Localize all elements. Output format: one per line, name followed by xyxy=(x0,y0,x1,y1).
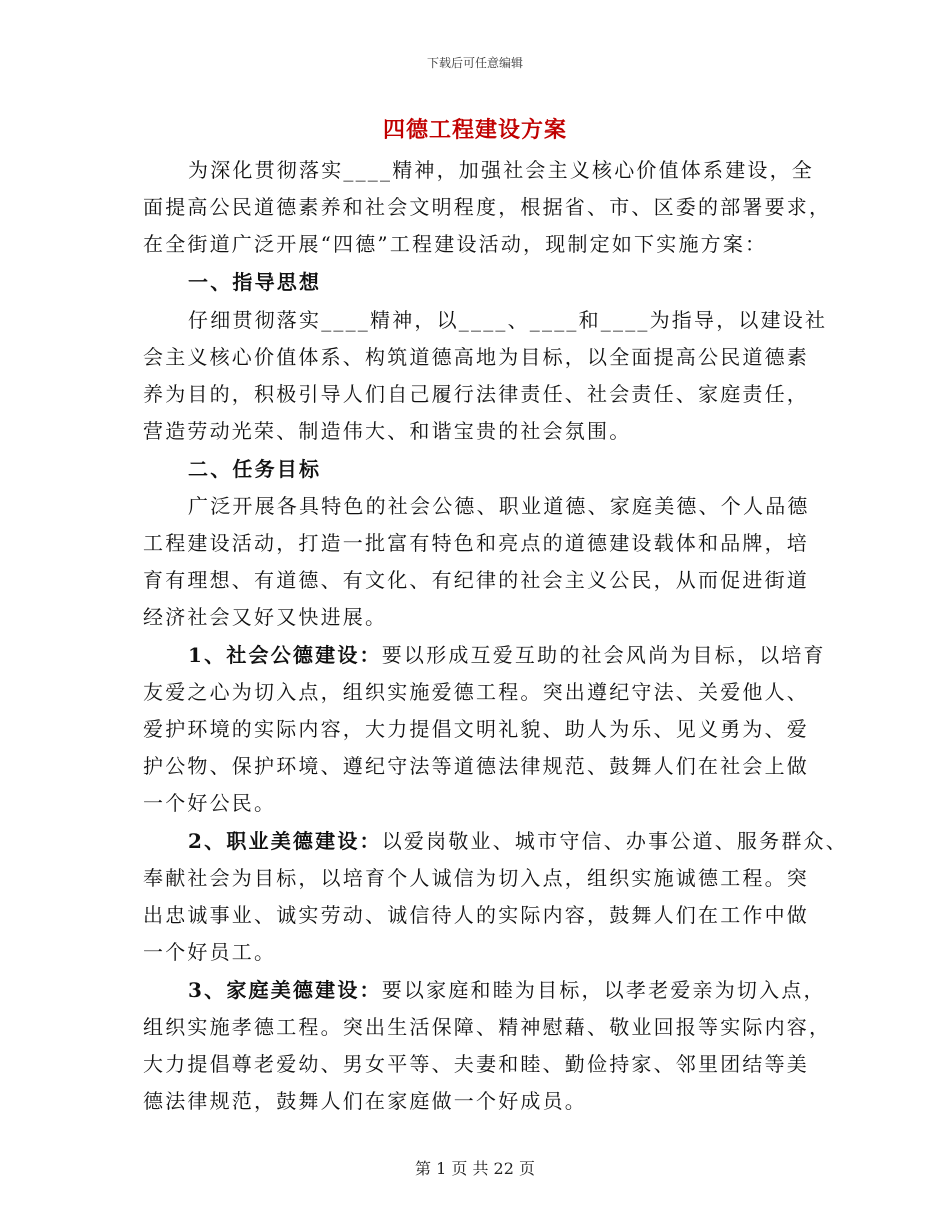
paragraph-line: 营造劳动光荣、制造伟大、和谐宝贵的社会氛围。 xyxy=(143,419,632,443)
paragraph-line: 会主义核心价值体系、构筑道德高地为目标，以全面提高公民道德素 xyxy=(143,345,809,369)
item-lead: 1、社会公德建设： xyxy=(188,643,382,667)
document-title: 四德工程建设方案 xyxy=(382,117,567,143)
paragraph-line: 出忠诚事业、诚实劳动、诚信待人的实际内容，鼓舞人们在工作中做 xyxy=(143,903,809,927)
paragraph-line: 为深化贯彻落实____精神，加强社会主义核心价值体系建设，全 xyxy=(188,158,814,182)
section-heading: 一、指导思想 xyxy=(188,270,322,294)
paragraph-line: 在全街道广泛开展“四德”工程建设活动，现制定如下实施方案： xyxy=(143,232,768,256)
paragraph-line: 友爱之心为切入点，组织实施爱德工程。突出遵纪守法、关爱他人、 xyxy=(143,680,809,704)
paragraph-line xyxy=(188,978,826,1002)
paragraph-line: 面提高公民道德素养和社会文明程度，根据省、市、区委的部署要求， xyxy=(143,195,832,219)
paragraph-line: 经济社会又好又快进展。 xyxy=(143,605,388,629)
paragraph-line: 护公物、保护环境、遵纪守法等道德法律规范、鼓舞人们在社会上做 xyxy=(143,754,809,778)
item-text: 要以形成互爱互助的社会风尚为目标，以培育 xyxy=(381,643,826,667)
item-text: 以爱岗敬业、城市守信、办事公道、服务群众、 xyxy=(381,829,848,853)
item-text: 要以家庭和睦为目标，以孝老爱亲为切入点， xyxy=(381,978,826,1002)
paragraph-line: 爱护环境的实际内容，大力提倡文明礼貌、助人为乐、见义勇为、爱 xyxy=(143,717,809,741)
item-lead: 2、职业美德建设： xyxy=(188,829,382,853)
section-heading: 二、任务目标 xyxy=(188,457,322,481)
paragraph-line: 仔细贯彻落实____精神，以____、____和____为指导，以建设社 xyxy=(188,308,828,332)
paragraph-line: 广泛开展各具特色的社会公德、职业道德、家庭美德、个人品德 xyxy=(188,494,810,518)
paragraph-line: 一个好公民。 xyxy=(143,791,277,815)
item-lead: 3、家庭美德建设： xyxy=(188,978,382,1002)
paragraph-line: 大力提倡尊老爱幼、男女平等、夫妻和睦、勤俭持家、邻里团结等美 xyxy=(143,1052,809,1076)
paragraph-line xyxy=(188,643,826,667)
paragraph-line: 组织实施孝德工程。突出生活保障、精神慰藉、敬业回报等实际内容， xyxy=(143,1015,832,1039)
header-note: 下载后可任意编辑 xyxy=(426,56,523,70)
paragraph-line: 德法律规范，鼓舞人们在家庭做一个好成员。 xyxy=(143,1089,587,1113)
paragraph-line xyxy=(188,829,848,853)
paragraph-line: 育有理想、有道德、有文化、有纪律的社会主义公民，从而促进街道 xyxy=(143,568,809,592)
paragraph-line: 一个好员工。 xyxy=(143,940,277,964)
paragraph-line: 奉献社会为目标，以培育个人诚信为切入点，组织实施诚德工程。突 xyxy=(143,866,809,890)
page-footer: 第 1 页 共 22 页 xyxy=(415,1159,535,1178)
paragraph-line: 工程建设活动，打造一批富有特色和亮点的道德建设载体和品牌，培 xyxy=(143,531,809,555)
paragraph-line: 养为目的，积极引导人们自己履行法律责任、社会责任、家庭责任， xyxy=(143,382,809,406)
